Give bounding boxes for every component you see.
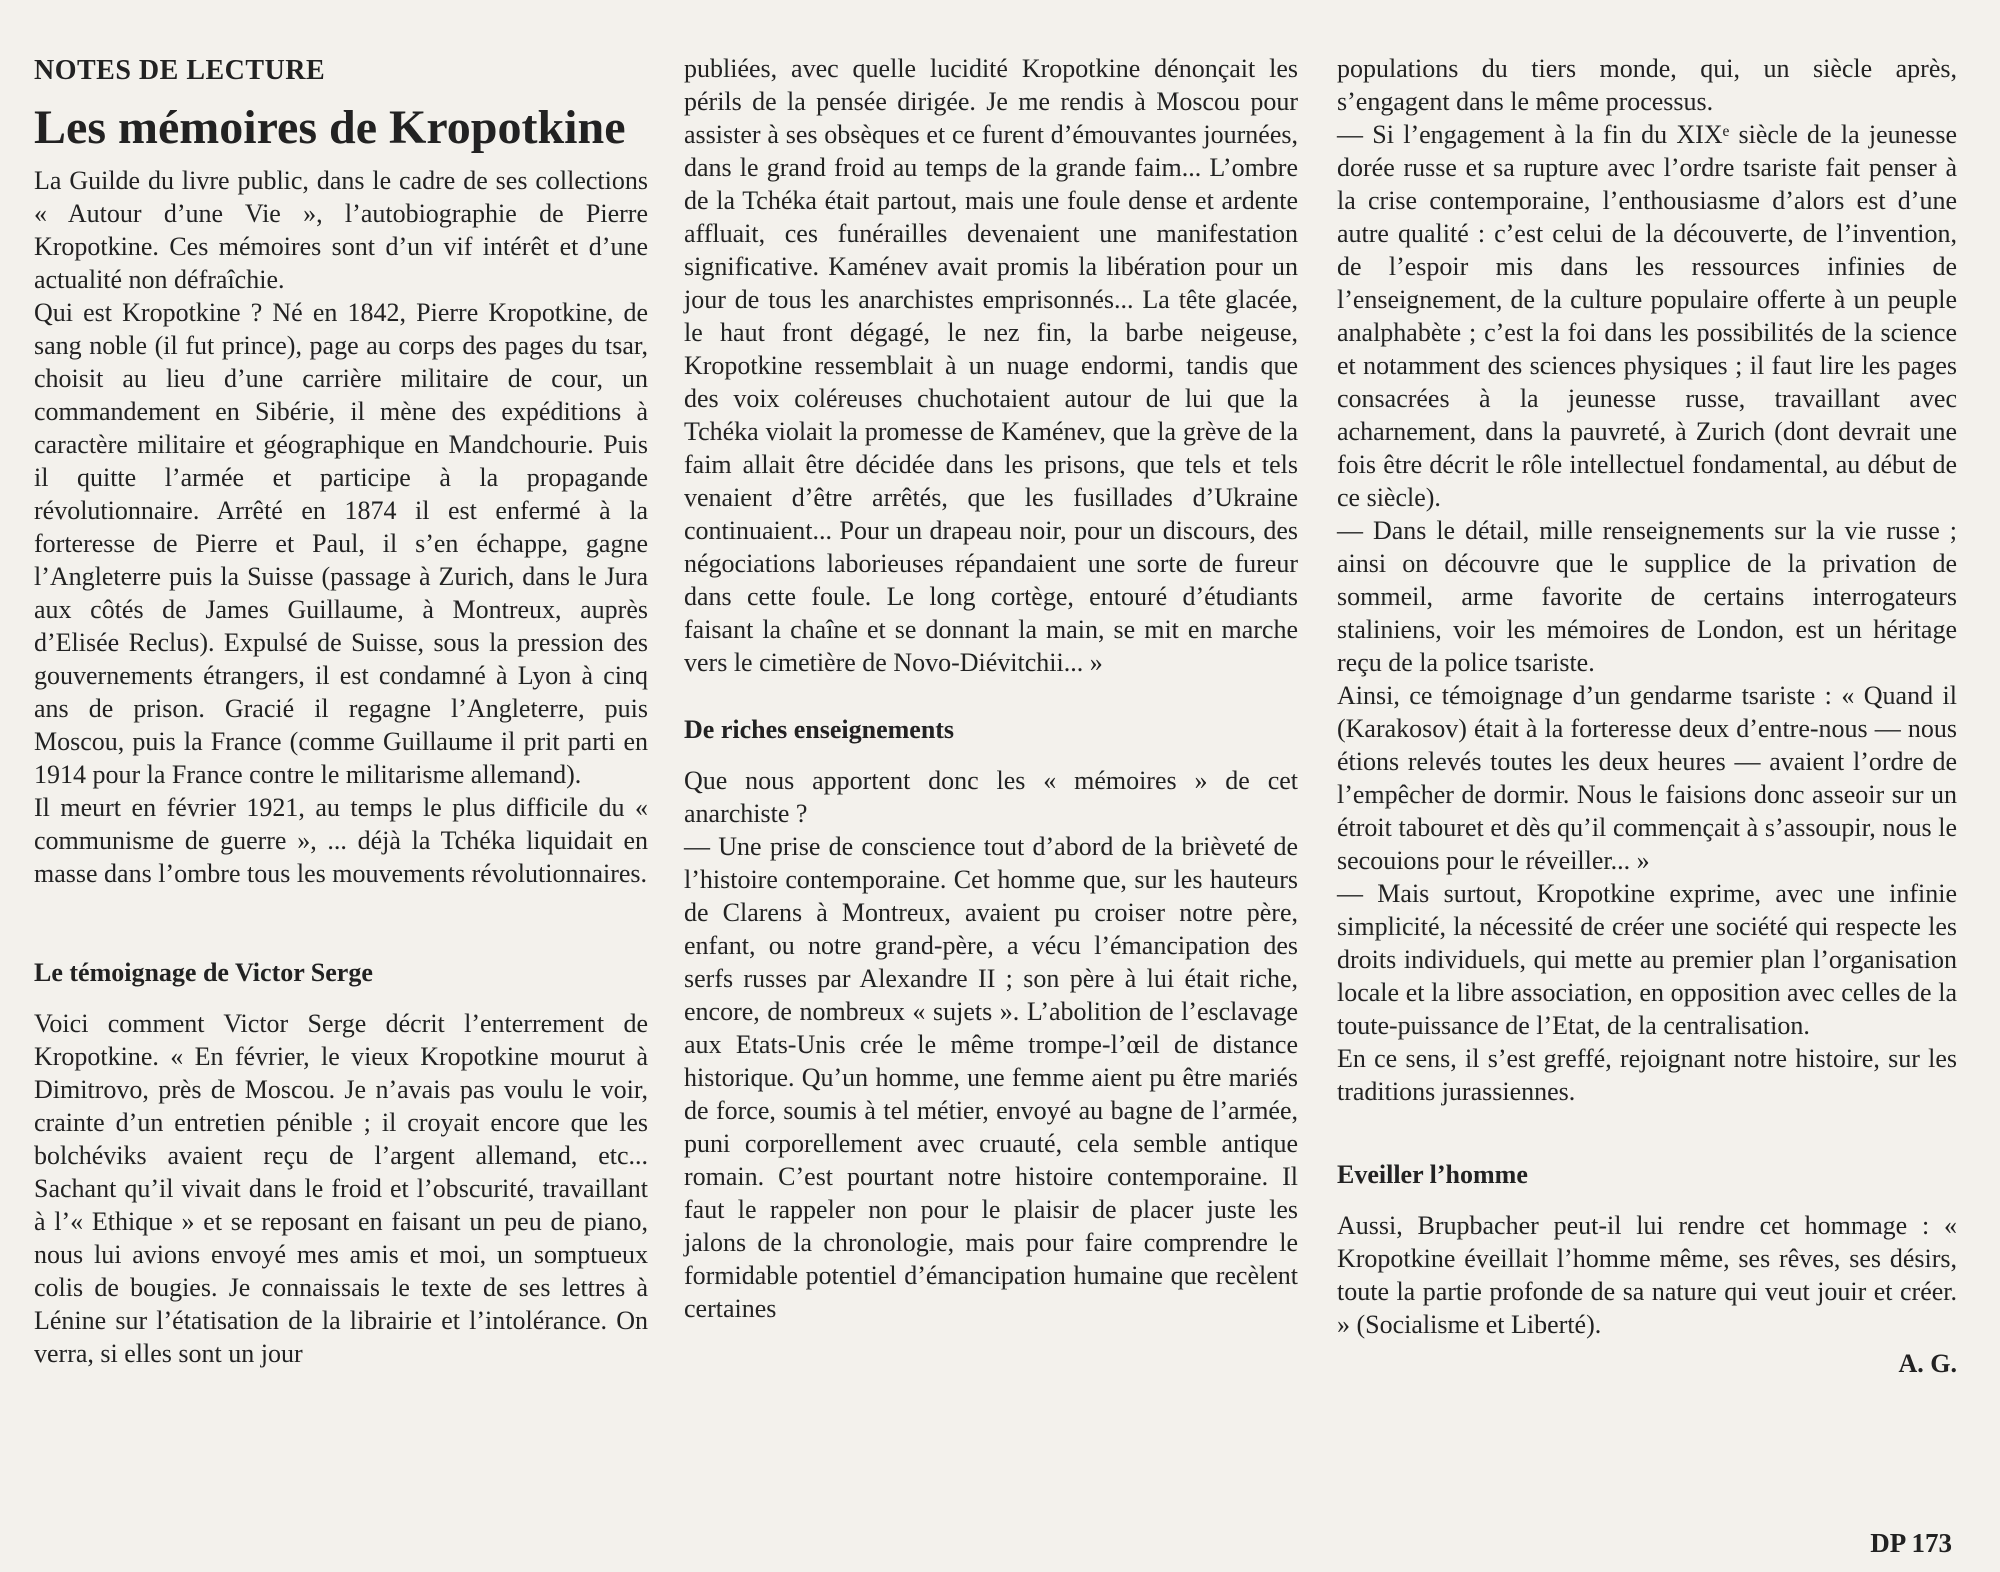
section-label: NOTES DE LECTURE bbox=[34, 55, 326, 86]
paragraph: Que nous apportent donc les « mémoires » de cet anarchiste ? bbox=[684, 766, 1298, 828]
page-folio: DP 173 bbox=[1870, 1528, 1952, 1558]
subheading: Le témoignage de Victor Serge bbox=[34, 958, 373, 987]
paragraph: publiées, avec quelle lucidité Kropotkine dénonçait les périls de la pensée dirigée. Je me rendis à Moscou pour assister à ses obsèques et ce furent d’émouvantes journées, dans le grand froid au temps de la grande faim... L’ombre de la Tchéka était partout, mais une foule dense et ardente affluait, ces funérailles devenaient une manifestation significative. Kaménev avait promis la libération pour un jour de tous les anarchistes emprisonnés... La tête glacée, le haut front dégagé, le nez fin, la barbe neigeuse, Kropotkine ressemblait à un nuage endormi, tandis que des voix coléreuses chuchotaient autour de lui que la Tchéka violait la promesse de Kaménev, que la grève de la faim allait être décidée dans les prisons, que tels et tels venaient d’être arrêtés, que les fusillades d’Ukraine continuaient... Pour un drapeau noir, pour un discours, des négociations laborieuses répandaient une sorte de fureur dans cette foule. Le long cortège, entouré d’étudiants faisant la chaîne et se donnant la main, se mit en marche vers le cimetière de Novo-Diévitchii... » bbox=[684, 54, 1298, 677]
paragraph: Aussi, Brupbacher peut-il lui rendre cet hommage : « Kropotkine éveillait l’homme même, ses rêves, ses désirs, toute la partie profonde de sa nature qui veut jouir et créer. » (Socialisme et Liberté). bbox=[1337, 1211, 1957, 1339]
paragraph: Il meurt en février 1921, au temps le plus difficile du « communisme de guerre », ... déjà la Tchéka liquidait en masse dans l’ombre tous les mouvements révolutionnaires. bbox=[34, 793, 648, 888]
paragraph: Qui est Kropotkine ? Né en 1842, Pierre Kropotkine, de sang noble (il fut prince), page au corps des pages du tsar, choisit au lieu d’une carrière militaire de cour, un commandement en Sibérie, il mène des expéditions à caractère militaire et géographique en Mandchourie. Puis il quitte l’armée et participe à la propagande révolutionnaire. Arrêté en 1874 il est enfermé à la forteresse de Pierre et Paul, il s’en échappe, gagne l’Angleterre puis la Suisse (passage à Zurich, dans le Jura aux côtés de James Guillaume, à Montreux, auprès d’Elisée Reclus). Expulsé de Suisse, sous la pression des gouvernements étrangers, il est condamné à Lyon à cinq ans de prison. Gracié il regagne l’Angleterre, puis Moscou, puis la France (comme Guillaume il prit parti en 1914 pour la France contre le militarisme allemand). bbox=[34, 298, 648, 789]
author-signature: A. G. bbox=[1898, 1349, 1957, 1378]
paragraph: Ainsi, ce témoignage d’un gendarme tsariste : « Quand il (Karakosov) était à la forteresse deux d’entre-nous — nous étions relevés toutes les deux heures — avaient l’ordre de l’empêcher de dormir. Nous le faisions donc asseoir sur un étroit tabouret et dès qu’il commençait à s’assoupir, nous le secouions pour le réveiller... » bbox=[1337, 681, 1957, 875]
subheading: Eveiller l’homme bbox=[1337, 1160, 1528, 1189]
column-3 bbox=[1337, 52, 1957, 1379]
paragraph: La Guilde du livre public, dans le cadre de ses collections « Autour d’une Vie », l’autobiographie de Pierre Kropotkine. Ces mémoires sont d’un vif intérêt et d’une actualité non défraîchie. bbox=[34, 166, 648, 294]
paragraph: — Dans le détail, mille renseignements sur la vie russe ; ainsi on découvre que le supplice de la privation de sommeil, arme favorite de certains interrogateurs staliniens, voir les mémoires de London, est un héritage reçu de la police tsariste. bbox=[1337, 516, 1957, 677]
paragraph: — Une prise de conscience tout d’abord de la brièveté de l’histoire contemporaine. Cet homme que, sur les hauteurs de Clarens à Montreux, avaient pu croiser notre père, enfant, ou notre grand-père, a vécu l’émancipation des serfs russes par Alexandre II ; son père à lui était riche, encore, de nombreux « sujets ». L’abolition de l’esclavage aux Etats-Unis crée le même trompe-l’œil de distance historique. Qu’un homme, une femme aient pu être mariés de force, soumis à tel métier, envoyé au bagne de l’armée, puni corporellement avec cruauté, cela semble antique romain. C’est pourtant notre histoire contemporaine. Il faut le rappeler non pour le plaisir de placer juste les jalons de la chronologie, mais pour faire comprendre le formidable potentiel d’émancipation humaine que recèlent certaines bbox=[684, 832, 1298, 1323]
paragraph: — Si l’engagement à la fin du XIXᵉ siècle de la jeunesse dorée russe et sa rupture avec l’ordre tsariste fait penser à la crise contemporaine, l’enthousiasme d’alors est d’une autre qualité : c’est celui de la découverte, de l’invention, de l’espoir mis dans les ressources infinies de l’enseignement, de la culture populaire offerte à un peuple analphabète ; c’est la foi dans les possibilités de la science et notamment des sciences physiques ; il faut lire les pages consacrées à la jeunesse russe, travaillant avec acharnement, dans la pauvreté, à Zurich (dont devrait une fois être décrit le rôle intellectuel fondamental, au début de ce siècle). bbox=[1337, 120, 1957, 512]
article-title: Les mémoires de Kropotkine bbox=[34, 101, 626, 154]
paragraph: Voici comment Victor Serge décrit l’enterrement de Kropotkine. « En février, le vieux Kropotkine mourut à Dimitrovo, près de Moscou. Je n’avais pas voulu le voir, crainte d’un entretien pénible ; il croyait encore que les bolchéviks avaient reçu de l’argent allemand, etc... Sachant qu’il vivait dans le froid et l’obscurité, travaillant à l’« Ethique » et se reposant en faisant un peu de piano, nous lui avions envoyé mes amis et moi, un somptueux colis de bougies. Je connaissais le texte de ses lettres à Lénine sur l’étatisation de la librairie et l’intolérance. On verra, si elles sont un jour bbox=[34, 1009, 648, 1368]
column-1 bbox=[34, 52, 648, 1370]
paragraph: En ce sens, il s’est greffé, rejoignant notre histoire, sur les traditions jurassiennes. bbox=[1337, 1044, 1957, 1106]
subheading: De riches enseignements bbox=[684, 715, 955, 744]
column-2 bbox=[684, 52, 1298, 1325]
paragraph: — Mais surtout, Kropotkine exprime, avec une infinie simplicité, la nécessité de créer une société qui respecte les droits individuels, qui mette au premier plan l’organisation locale et la libre association, en opposition avec celles de la toute-puissance de l’Etat, de la centralisation. bbox=[1337, 879, 1957, 1040]
paragraph: populations du tiers monde, qui, un siècle après, s’engagent dans le même processus. bbox=[1337, 54, 1957, 116]
